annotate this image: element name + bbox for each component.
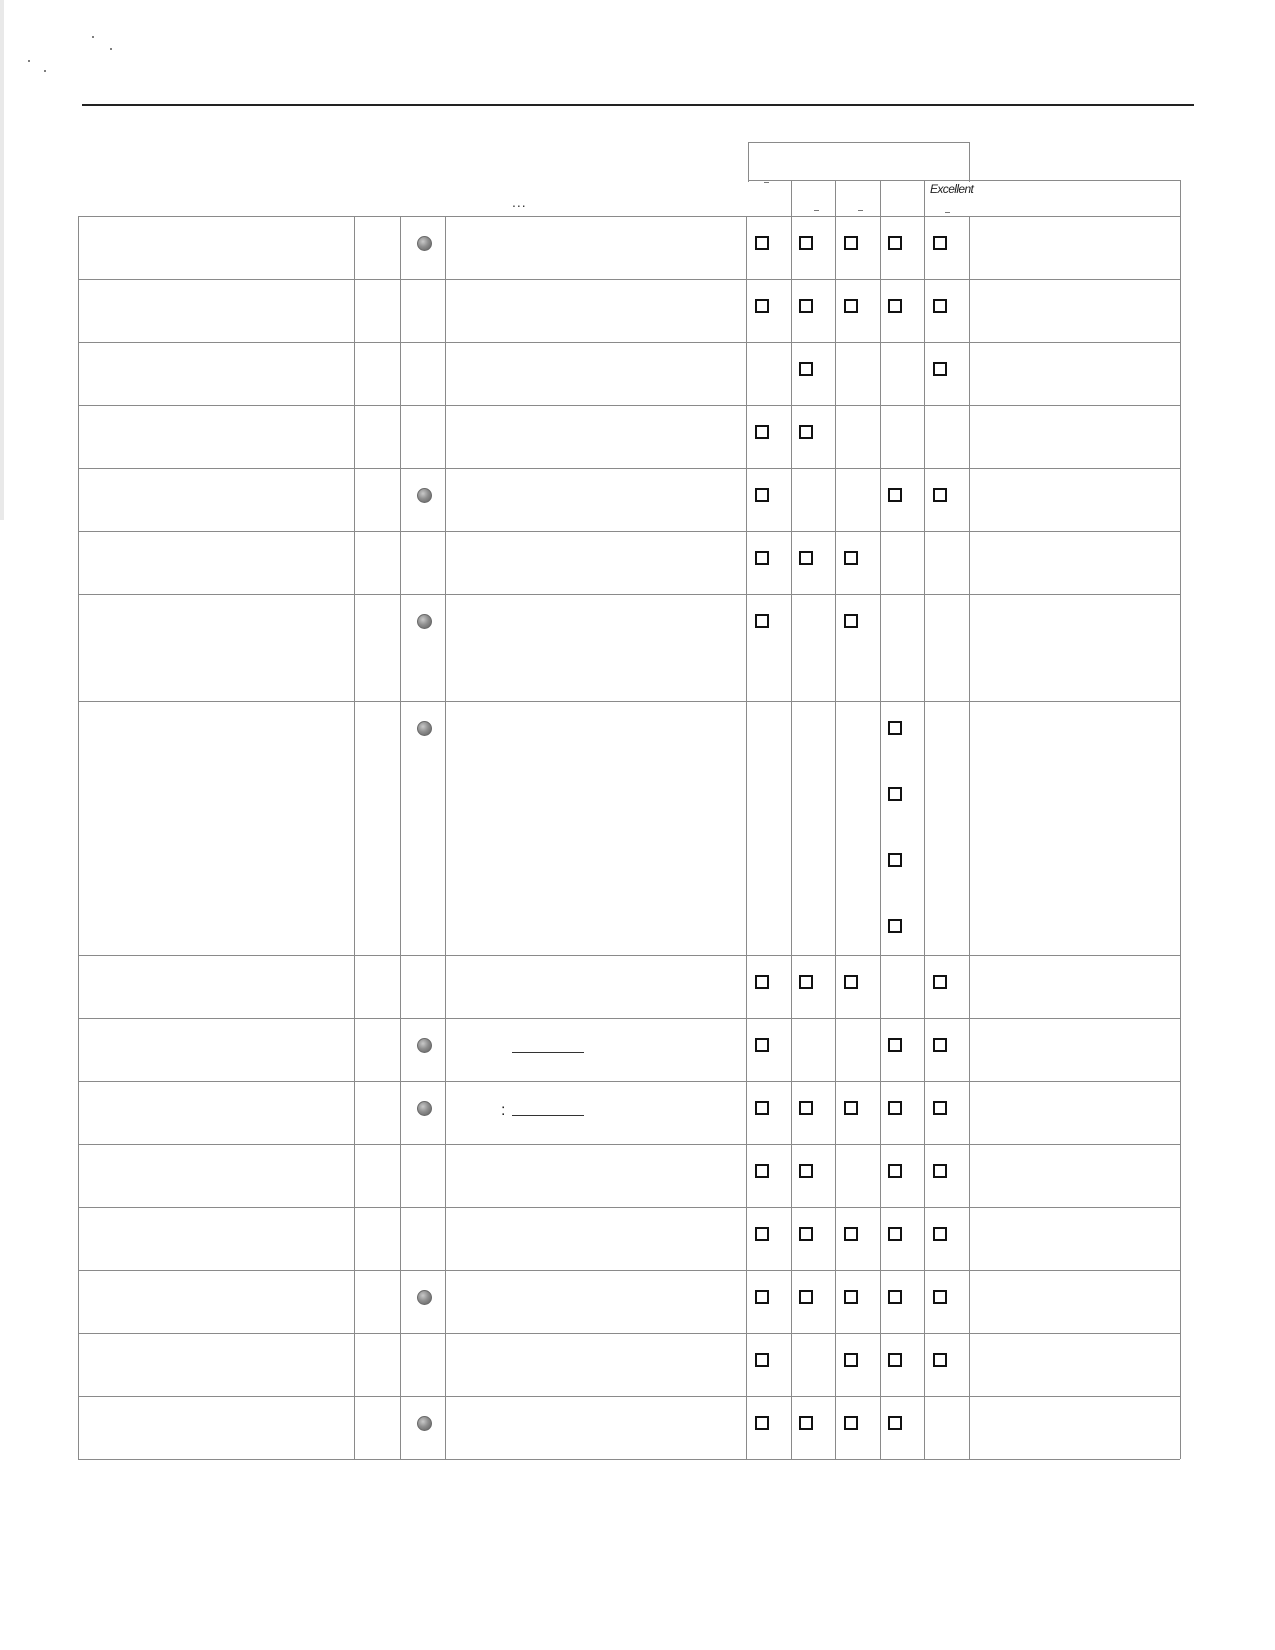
rating-checkbox[interactable] xyxy=(755,488,769,502)
rating-checkbox[interactable] xyxy=(755,551,769,565)
fill-in-blank-line[interactable] xyxy=(512,1115,584,1116)
rating-checkbox[interactable] xyxy=(844,299,858,313)
rating-checkbox[interactable] xyxy=(755,1038,769,1052)
row-divider xyxy=(78,279,1180,280)
rating-checkbox[interactable] xyxy=(933,1101,947,1115)
rating-checkbox[interactable] xyxy=(799,1290,813,1304)
table-top-line xyxy=(78,216,1180,217)
required-dot-icon xyxy=(417,236,432,251)
row-divider xyxy=(78,1396,1180,1397)
rating-header-divider xyxy=(880,180,881,216)
rating-checkbox[interactable] xyxy=(844,975,858,989)
header-tick-mark xyxy=(764,182,769,183)
rating-checkbox[interactable] xyxy=(755,1101,769,1115)
rating-checkbox[interactable] xyxy=(799,362,813,376)
rating-checkbox[interactable] xyxy=(844,1227,858,1241)
rating-checkbox[interactable] xyxy=(755,1290,769,1304)
table-left-border xyxy=(78,216,79,1459)
header-tick-mark xyxy=(945,212,950,213)
rating-checkbox[interactable] xyxy=(755,1353,769,1367)
rating-checkbox[interactable] xyxy=(933,362,947,376)
rating-checkbox[interactable] xyxy=(888,1101,902,1115)
rating-checkbox[interactable] xyxy=(888,853,902,867)
rating-checkbox[interactable] xyxy=(844,1290,858,1304)
rating-header-divider xyxy=(791,180,792,216)
rating-checkbox[interactable] xyxy=(888,1416,902,1430)
row-divider xyxy=(78,1270,1180,1271)
rating-checkbox[interactable] xyxy=(755,1164,769,1178)
rating-checkbox[interactable] xyxy=(933,1290,947,1304)
required-dot-icon xyxy=(417,721,432,736)
required-dot-icon xyxy=(417,1416,432,1431)
rating-checkbox[interactable] xyxy=(799,299,813,313)
rating-checkbox[interactable] xyxy=(844,551,858,565)
row-divider xyxy=(78,531,1180,532)
rating-checkbox[interactable] xyxy=(844,236,858,250)
rating-checkbox[interactable] xyxy=(755,236,769,250)
column-divider xyxy=(354,216,355,1459)
rating-checkbox[interactable] xyxy=(799,1416,813,1430)
row-divider xyxy=(78,1333,1180,1334)
rating-checkbox[interactable] xyxy=(799,236,813,250)
column-divider xyxy=(880,216,881,1459)
rating-checkbox[interactable] xyxy=(888,1038,902,1052)
rating-checkbox[interactable] xyxy=(799,975,813,989)
rating-checkbox[interactable] xyxy=(933,1164,947,1178)
scan-edge xyxy=(0,0,4,520)
column-divider xyxy=(924,216,925,1459)
rating-checkbox[interactable] xyxy=(844,1101,858,1115)
rating-checkbox[interactable] xyxy=(844,614,858,628)
rating-group-header-left xyxy=(748,142,749,182)
rating-checkbox[interactable] xyxy=(755,425,769,439)
rating-group-header-top xyxy=(748,142,970,143)
rating-checkbox[interactable] xyxy=(933,1227,947,1241)
rating-group-header-right xyxy=(969,142,970,182)
scan-speck xyxy=(44,70,46,72)
rating-checkbox[interactable] xyxy=(888,919,902,933)
row-divider xyxy=(78,1459,1180,1460)
rating-checkbox[interactable] xyxy=(844,1353,858,1367)
row-divider xyxy=(78,594,1180,595)
required-dot-icon xyxy=(417,1038,432,1053)
excellent-column-header: Excellent xyxy=(930,182,974,196)
header-tick-mark xyxy=(858,210,863,211)
rating-checkbox[interactable] xyxy=(933,236,947,250)
rating-checkbox[interactable] xyxy=(755,1416,769,1430)
row-divider xyxy=(78,468,1180,469)
column-divider xyxy=(445,216,446,1459)
scan-speck xyxy=(28,60,30,62)
field-colon: : xyxy=(501,1102,506,1119)
column-divider xyxy=(969,216,970,1459)
rating-checkbox[interactable] xyxy=(933,1038,947,1052)
row-divider xyxy=(78,1207,1180,1208)
rating-checkbox[interactable] xyxy=(799,425,813,439)
rating-checkbox[interactable] xyxy=(799,1101,813,1115)
row-divider xyxy=(78,1081,1180,1082)
rating-checkbox[interactable] xyxy=(888,1353,902,1367)
rating-checkbox[interactable] xyxy=(755,614,769,628)
header-ellipsis: ... xyxy=(512,194,527,210)
row-divider xyxy=(78,342,1180,343)
rating-checkbox[interactable] xyxy=(755,975,769,989)
rating-header-divider xyxy=(924,180,925,216)
rating-checkbox[interactable] xyxy=(888,236,902,250)
rating-checkbox[interactable] xyxy=(799,551,813,565)
header-tick-mark xyxy=(814,210,819,211)
row-divider xyxy=(78,1018,1180,1019)
header-rule xyxy=(82,104,1194,106)
row-divider xyxy=(78,405,1180,406)
rating-checkbox[interactable] xyxy=(888,1227,902,1241)
rating-checkbox[interactable] xyxy=(888,1290,902,1304)
row-divider xyxy=(78,955,1180,956)
rating-checkbox[interactable] xyxy=(888,787,902,801)
rating-checkbox[interactable] xyxy=(888,488,902,502)
rating-checkbox[interactable] xyxy=(799,1164,813,1178)
rating-header-divider xyxy=(835,180,836,216)
rating-checkbox[interactable] xyxy=(933,1353,947,1367)
required-dot-icon xyxy=(417,488,432,503)
fill-in-blank-line[interactable] xyxy=(512,1052,584,1053)
column-divider xyxy=(791,216,792,1459)
column-divider xyxy=(400,216,401,1459)
rating-checkbox[interactable] xyxy=(933,488,947,502)
rating-checkbox[interactable] xyxy=(888,1164,902,1178)
remarks-header-right xyxy=(1180,180,1181,216)
scan-speck xyxy=(92,36,94,38)
rating-checkbox[interactable] xyxy=(755,1227,769,1241)
rating-checkbox[interactable] xyxy=(844,1416,858,1430)
rating-checkbox[interactable] xyxy=(888,299,902,313)
rating-checkbox[interactable] xyxy=(933,299,947,313)
rating-checkbox[interactable] xyxy=(933,975,947,989)
required-dot-icon xyxy=(417,1101,432,1116)
column-divider xyxy=(746,216,747,1459)
row-divider xyxy=(78,701,1180,702)
rating-checkbox[interactable] xyxy=(755,299,769,313)
rating-checkbox[interactable] xyxy=(799,1227,813,1241)
row-divider xyxy=(78,1144,1180,1145)
rating-header-line xyxy=(748,180,1180,181)
table-right-border xyxy=(1180,216,1181,1459)
rating-checkbox[interactable] xyxy=(888,721,902,735)
scan-speck xyxy=(110,48,112,50)
required-dot-icon xyxy=(417,1290,432,1305)
required-dot-icon xyxy=(417,614,432,629)
column-divider xyxy=(835,216,836,1459)
